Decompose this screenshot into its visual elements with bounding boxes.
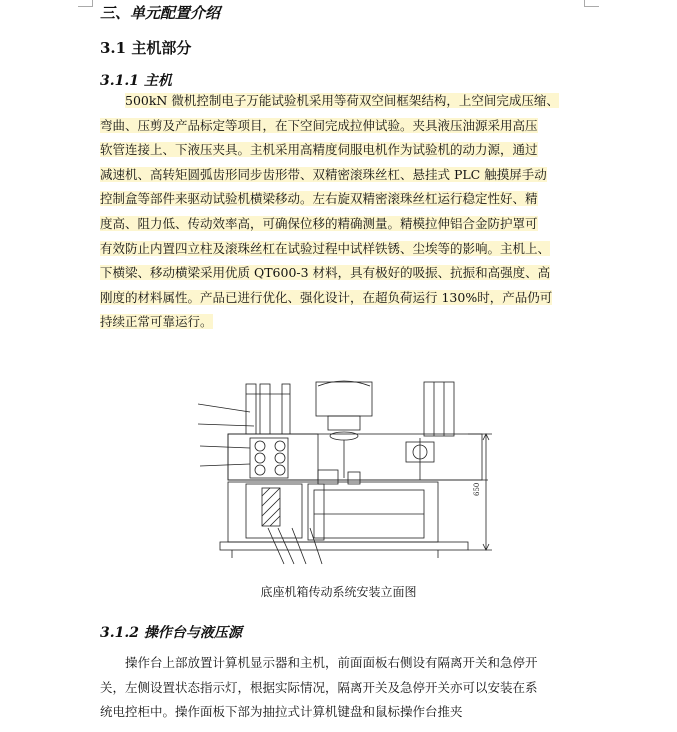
transmission-elevation-drawing [198, 378, 498, 566]
paragraph-line: 弯曲、压剪及产品标定等项目，在下空间完成拉伸试验。夹具液压油源采用高压 [100, 117, 538, 133]
paragraph-line: 关，左侧设置状态指示灯，根据实际情况，隔离开关及急停开关亦可以安装在系 [100, 679, 538, 695]
section-heading: 三、单元配置介绍 [100, 4, 221, 22]
sub-subsection-heading: 3.1.1 主机 [100, 73, 172, 89]
sub-subsection-heading-2: 3.1.2 操作台与液压源 [100, 625, 242, 641]
figure-caption: 底座机箱传动系统安装立面图 [260, 585, 417, 599]
page-corner-mark [584, 0, 599, 7]
subsection-heading: 3.1 主机部分 [100, 39, 192, 57]
paragraph-line: 软管连接上、下液压夹具。主机采用高精度伺服电机作为试验机的动力源，通过 [100, 142, 538, 158]
paragraph-line: 刚度的材料属性。产品已进行优化、强化设计，在超负荷运行 130%时，产品仍可 [100, 289, 553, 305]
paragraph-line: 有效防止内置四立柱及滚珠丝杠在试验过程中试样铁锈、尘埃等的影响。主机上、 [100, 240, 551, 256]
paragraph-line: 下横梁、移动横梁采用优质 QT600-3 材料，具有极好的吸振、抗振和高强度、高 [100, 265, 551, 281]
console-paragraph [100, 651, 590, 725]
page-corner-mark [78, 0, 93, 7]
paragraph-line: 统电控柜中。操作面板下部为抽拉式计算机键盘和鼠标操作台推夹 [100, 704, 463, 720]
paragraph-line: 500kN 微机控制电子万能试验机采用等荷双空间框架结构，上空间完成压缩、 [125, 93, 559, 108]
paragraph-line: 操作台上部放置计算机显示器和主机，前面面板右侧设有隔离开关和急停开 [125, 655, 538, 670]
paragraph-line: 减速机、高转矩圆弧齿形同步齿形带、双精密滚珠丝杠、悬挂式 PLC 触摸屏手动 [100, 166, 547, 182]
main-unit-paragraph [100, 89, 590, 335]
paragraph-line: 度高、阻力低、传动效率高，可确保位移的精确测量。精模拉伸铝合金防护罩可 [100, 215, 538, 231]
paragraph-line: 控制盒等部件来驱动试验机横梁移动。左右旋双精密滚珠丝杠运行稳定性好、精 [100, 191, 538, 207]
dimension-label: 650 [473, 482, 481, 496]
paragraph-line: 持续正常可靠运行。 [100, 314, 213, 330]
